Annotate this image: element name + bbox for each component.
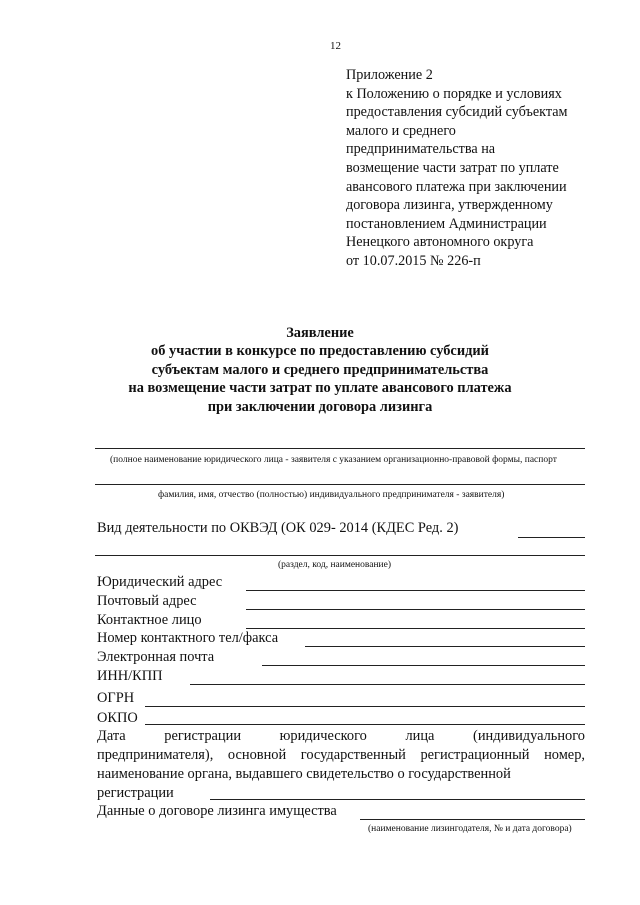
appendix-line: авансового платежа при заключении (346, 178, 567, 195)
caption-okved: (раздел, код, наименование) (278, 560, 392, 570)
appendix-line: предпринимательства на (346, 141, 496, 158)
contact-person-field[interactable] (246, 628, 585, 629)
postal-address-label: Почтовый адрес (97, 593, 197, 609)
okpo-label: ОКПО (97, 710, 138, 726)
title-line: при заключении договора лизинга (207, 398, 433, 415)
appendix-line: возмещение части затрат по уплате (346, 159, 559, 176)
contact-person-label: Контактное лицо (97, 612, 202, 628)
applicant-name-line-1[interactable] (95, 448, 585, 449)
registration-line: Дата регистрации юридического лица (индивидуального (97, 728, 585, 744)
registration-line: предпринимателя), основной государственный регистрационный номер, (97, 747, 585, 763)
ogrn-field[interactable] (145, 706, 585, 707)
inn-kpp-label: ИНН/КПП (97, 668, 163, 684)
contact-phone-label: Номер контактного тел/факса (97, 630, 279, 646)
registration-field[interactable] (210, 799, 585, 800)
leasing-label: Данные о договоре лизинга имущества (97, 803, 337, 819)
email-label: Электронная почта (97, 649, 215, 665)
inn-kpp-field[interactable] (190, 684, 585, 685)
appendix-header (346, 66, 596, 271)
appendix-line: Приложение 2 (346, 67, 433, 83)
legal-address-field[interactable] (246, 590, 585, 591)
registration-line: наименование органа, выдавшего свидетельство о государственной (97, 766, 511, 782)
appendix-line: Ненецкого автономного округа (346, 234, 534, 251)
contact-phone-field[interactable] (305, 646, 585, 647)
appendix-line: договора лизинга, утвержденному (346, 197, 553, 214)
ogrn-label: ОГРН (97, 690, 135, 706)
appendix-line: к Положению о порядке и условиях (346, 85, 562, 102)
legal-address-label: Юридический адрес (97, 574, 223, 590)
email-field[interactable] (262, 665, 585, 666)
page-number: 12 (330, 40, 341, 52)
appendix-line: предоставления субсидий субъектам (346, 104, 568, 121)
okpo-field[interactable] (145, 724, 585, 725)
appendix-line: от 10.07.2015 № 226-п (346, 252, 481, 269)
title-line: субъектам малого и среднего предпринимательства (151, 361, 489, 378)
caption-fio: фамилия, имя, отчество (полностью) индивидуального предпринимателя - заявителя) (158, 490, 505, 500)
okved-field-line-1[interactable] (518, 537, 585, 538)
registration-line: регистрации (97, 785, 174, 801)
caption-applicant: (полное наименование юридического лица - заявителя с указанием организационно-правовой формы, паспорт (110, 455, 557, 465)
registration-paragraph (97, 727, 585, 803)
okved-field-line-2[interactable] (95, 555, 585, 556)
postal-address-field[interactable] (246, 609, 585, 610)
appendix-line: постановлением Администрации (346, 215, 547, 232)
caption-leasing: (наименование лизингодателя, № и дата договора) (368, 824, 572, 834)
appendix-line: малого и среднего (346, 122, 456, 139)
title-line: на возмещение части затрат по уплате авансового платежа (128, 380, 512, 397)
document-title (60, 324, 580, 416)
leasing-field[interactable] (360, 819, 585, 820)
applicant-name-line-2[interactable] (95, 484, 585, 485)
title-line: Заявление (286, 325, 354, 341)
okved-label: Вид деятельности по ОКВЭД (ОК 029- 2014 (КДЕС Ред. 2) (97, 520, 459, 536)
title-line: об участии в конкурсе по предоставлению субсидий (151, 343, 489, 360)
